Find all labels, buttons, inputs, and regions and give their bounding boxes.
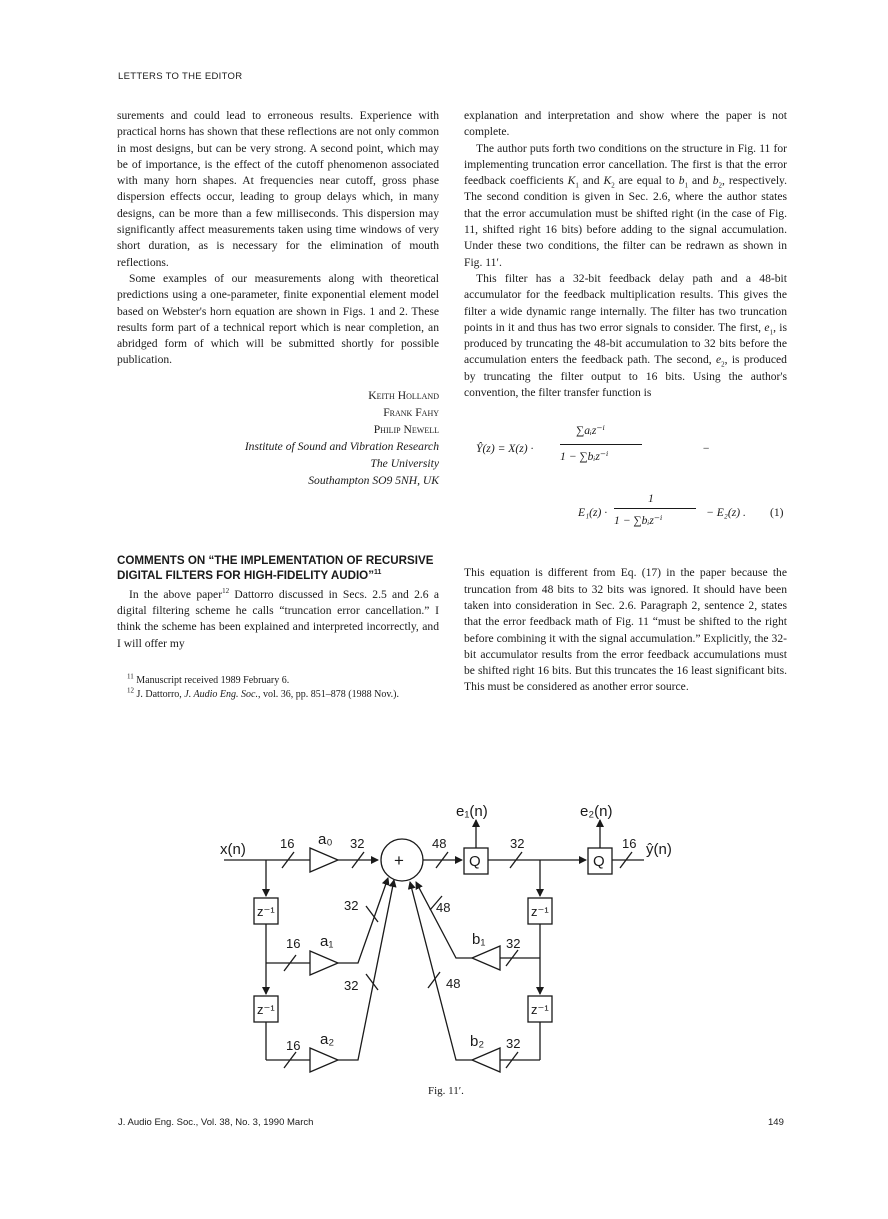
math-k1: K: [567, 174, 576, 188]
comment-title: [117, 553, 439, 583]
footnote-number: 12: [127, 686, 134, 695]
delay-label: z⁻¹: [531, 1002, 549, 1017]
coeff-a0-label: a₀: [318, 831, 333, 848]
journal-name: J. Audio Eng. Soc.: [184, 688, 258, 700]
math-b1: b: [678, 174, 685, 188]
input-label: x(n): [220, 841, 246, 858]
bits-label: 48: [446, 976, 461, 991]
paragraph-text: This filter has a 32-bit feedback delay path and a 48-bit accumulator for the feedback multiplication results. This gives the filter a wide dynamic range internally. The filter has two truncation points in it and thus has two error signals to consider. The first,: [464, 271, 787, 334]
bits-label: 32: [506, 1036, 521, 1051]
equation-1: [464, 407, 787, 557]
eq-minus: −: [702, 442, 710, 456]
bits-label: 48: [436, 900, 451, 915]
multiplier-b2: [472, 1048, 500, 1072]
math-e1: e: [764, 320, 770, 334]
bits-label: 16: [286, 1038, 301, 1053]
eq-denominator-2: 1 − ∑bᵢz⁻ⁱ: [614, 514, 663, 528]
math-e2: e: [715, 353, 722, 367]
footnote-11: [117, 674, 439, 688]
coeff-b2-label: b₂: [470, 1033, 485, 1050]
left-paragraph-2: Some examples of our measurements along with theoretical predictions using a one-parameter, finite exponential element model based on Webster's horn equation are shown in Figs. 1 and 2. These results form part of a technical report which is near completion, an abridged form of which will be submitted shortly for possible publication.: [117, 271, 439, 367]
error-e2-label: e₂(n): [580, 803, 613, 820]
eq-number: (1): [770, 506, 784, 520]
bits-label: 32: [510, 836, 525, 851]
eq-tail: − E₂(z) .: [706, 506, 746, 520]
coeff-b1-label: b₁: [472, 931, 486, 948]
math-k2: K: [603, 174, 612, 188]
fraction-bar: [614, 508, 696, 509]
bits-label: 32: [506, 936, 521, 951]
delay-label: z⁻¹: [257, 904, 275, 919]
paragraph-text: , is produced by truncating the filter output to 16 bits. Using the author's convention, the filter transfer function is: [464, 353, 787, 400]
footnote-ref: 12: [222, 586, 230, 595]
left-paragraph-1: surements and could lead to erroneous results. Experience with practical horns has shown that these reflections are not only common in most designs, but can be very strong. A second point, which may be of importance, is the effect of the cutoff phenomenon associated with many horn shapes. At frequencies near cutoff, gross phase dispersion effects occur, leading to group delays which, in many designs, can be more than a few milliseconds. This dispersion may significantly affect measurements taken using time windows of very short duration, as is necessary for the elimination of mouth reflections.: [117, 109, 439, 269]
paragraph-text: In the above paper: [129, 587, 223, 601]
author-name: Keith Holland: [368, 388, 439, 402]
author-affiliation: Institute of Sound and Vibration Research: [244, 439, 439, 453]
bits-label: 16: [622, 836, 637, 851]
footnote-12: [117, 688, 439, 702]
bits-label: 32: [344, 978, 359, 993]
footnote-number: 11: [127, 672, 134, 681]
footnote-text: J. Dattorro,: [134, 688, 185, 700]
right-paragraph-3: This filter has a 32-bit feedback delay path and a 48-bit accumulator for the feedback multiplication results. This gives the filter a wide dynamic range internally. The filter has two truncation points in it and thus has two error signals to consider. The first, $e_1$, is produced by truncating the 48-bit accumulation to 32 bits before the accumulation enters the feedback path. The second, $e_2$, is produced by truncating the filter output to 16 bits. Using the author's convention, the filter transfer function is: [464, 271, 788, 400]
footnote-text: Manuscript received 1989 February 6.: [133, 674, 290, 686]
plus-sign: +: [394, 851, 404, 870]
left-column: [117, 108, 439, 702]
multiplier-a0: [310, 848, 338, 872]
paragraph-text: are equal to: [614, 174, 679, 188]
fraction-bar: [560, 444, 642, 445]
bits-label: 32: [350, 836, 365, 851]
multiplier-a2: [310, 1048, 338, 1072]
paragraph-text: , is produced by truncating the 48-bit accumulation to 32 bits before the accumulation enters the feedback path. The second,: [464, 320, 788, 367]
coeff-a1-label: a₁: [320, 933, 334, 950]
bits-label: 48: [432, 836, 447, 851]
journal-citation: J. Audio Eng. Soc., Vol. 38, No. 3, 1990 March: [118, 1117, 314, 1128]
bus-slash: [366, 906, 378, 922]
multiplier-b1: [472, 946, 500, 970]
bits-label: 32: [344, 898, 359, 913]
eq-e1: E₁(z) ·: [578, 506, 608, 520]
block-diagram: [210, 798, 690, 1098]
author-affiliation: Southampton SO9 5NH, UK: [308, 473, 439, 487]
coeff-a2-label: a₂: [320, 1031, 335, 1048]
right-paragraph-2: The author puts forth two conditions on the structure in Fig. 11 for implementing truncation error cancellation. The first is that the error feedback coefficients $K_1$ and $K_2$ are equal to $b_1$ and $b_2$, respectively. The second condition is given in Sec. 2.6, where the author states that the error accumulation must be shifted right (in the case of Fig. 11, shifted right 16 bits) before adding to the signal accumulation. Under these two conditions, the filter can be redrawn as shown in Fig. 11′.: [464, 141, 787, 269]
quantizer-q1-label: Q: [469, 853, 481, 870]
figure-caption: Fig. 11′.: [428, 1085, 464, 1097]
footnote-text: , vol. 36, pp. 851–878 (1988 Nov.).: [257, 688, 399, 700]
eq-numerator-1: ∑aᵢz⁻ⁱ: [576, 424, 605, 438]
comment-title-text: COMMENTS ON “THE IMPLEMENTATION OF RECURSIVE DIGITAL FILTERS FOR HIGH-FIDELITY AUDIO”: [117, 553, 434, 582]
eq-numerator-2: 1: [648, 492, 654, 506]
paragraph-text: and: [578, 174, 604, 188]
output-label: ŷ(n): [646, 841, 672, 858]
author-name: Frank Fahy: [383, 405, 439, 419]
author-affiliation: The University: [370, 456, 439, 470]
paragraph-text: Dattorro discussed in Secs. 2.5 and 2.6 a digital filtering scheme he calls “truncation error cancellation.” I think the scheme has been explained and interpreted incorrectly, and I will offer my: [117, 587, 439, 650]
right-paragraph-1: explanation and interpretation and show where the paper is not complete.: [464, 109, 787, 139]
error-e1-label: e₁(n): [456, 803, 488, 820]
paragraph-text: , respectively. The second condition is given in Sec. 2.6, where the author states that the error accumulation must be shifted right (in the case of Fig. 11, shifted right 16 bits) before adding to the signal accumulation. Under these two conditions, the filter can be redrawn as shown in Fig. 11′.: [464, 174, 787, 269]
delay-label: z⁻¹: [531, 904, 549, 919]
signal-line: [416, 882, 472, 958]
author-name: Philip Newell: [373, 422, 439, 436]
bits-label: 16: [286, 936, 301, 951]
quantizer-q2-label: Q: [593, 853, 605, 870]
left-paragraph-3: [117, 587, 439, 652]
multiplier-a1: [310, 951, 338, 975]
bits-label: 16: [280, 836, 295, 851]
right-column: [464, 108, 787, 696]
eq-denominator-1: 1 − ∑bᵢz⁻ⁱ: [560, 450, 609, 464]
signature-block: [117, 387, 439, 489]
paragraph-text: and: [688, 174, 713, 188]
right-paragraph-4: This equation is different from Eq. (17) in the paper because the truncation from 48 bits to 32 bits was ignored. It should have been taken into consideration in Sec. 2.6. Paragraph 2, sentence 2, states that the error feedback math of Fig. 11 “must be shifted to the right before combining it with the signal accumulation.” Explicitly, the 32-bit accumulator results from the error feedback accumulations must be shifted right 16 bits. But this truncates the 16 least significant bits. This must be considered as another error source.: [464, 566, 787, 694]
delay-label: z⁻¹: [257, 1002, 275, 1017]
running-header: LETTERS TO THE EDITOR: [118, 71, 243, 82]
comment-title-footnote: 11: [374, 568, 382, 576]
footnotes: [117, 674, 439, 702]
eq-lhs: Ŷ(z) = X(z) ·: [476, 442, 534, 456]
paragraph-text: The author puts forth two conditions on the structure in Fig. 11 for implementing truncation error cancellation. The first is that the error feedback coefficients: [464, 141, 787, 188]
page-number: 149: [768, 1117, 784, 1128]
math-b2: b: [712, 174, 719, 188]
